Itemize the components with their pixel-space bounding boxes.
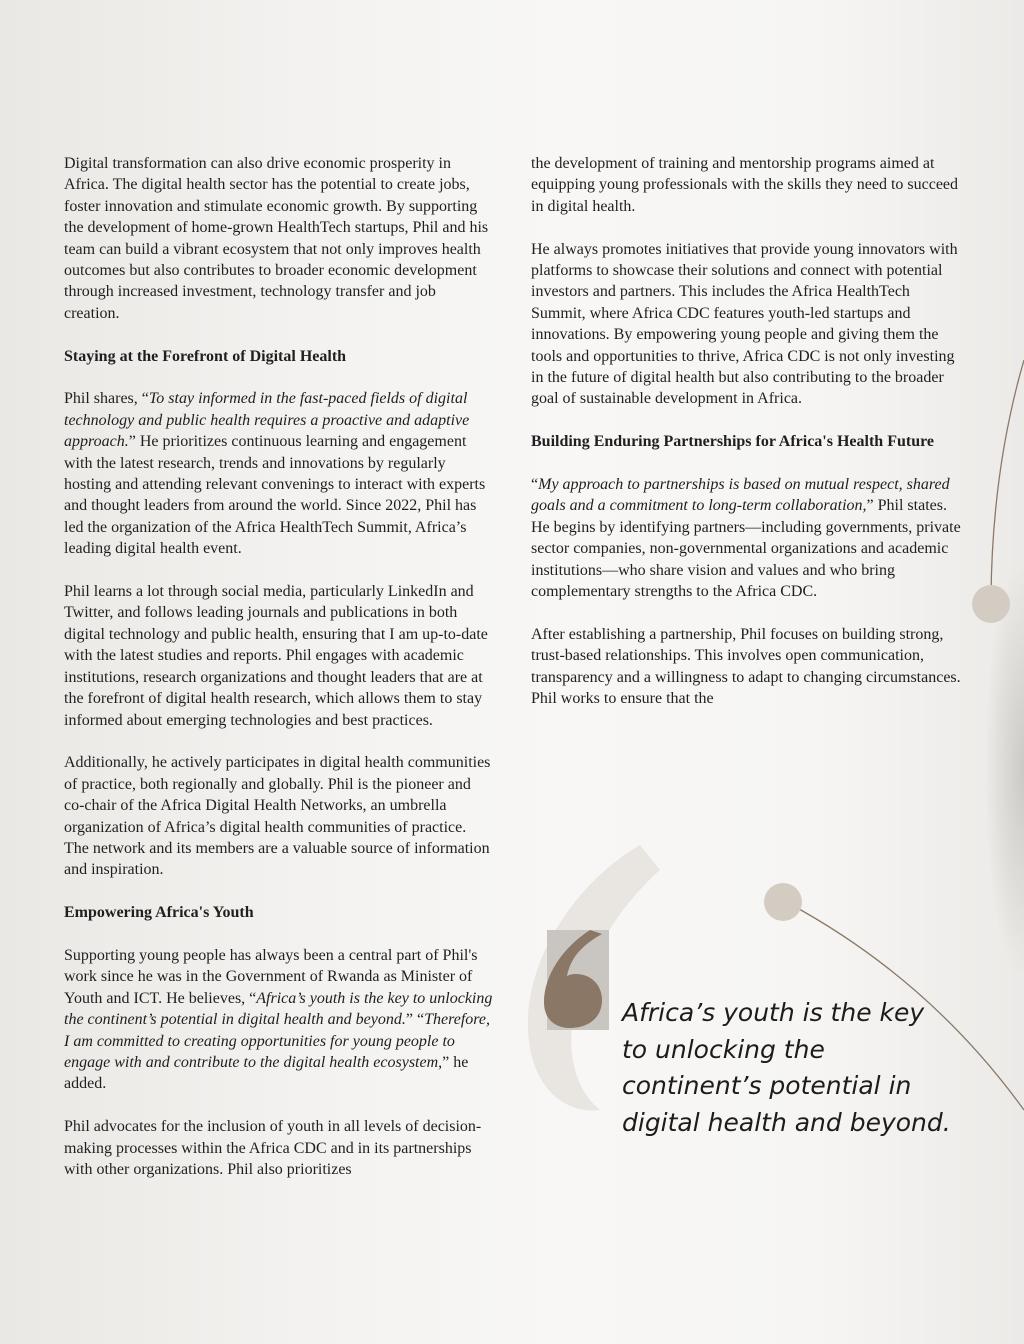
decorative-dot-lower bbox=[764, 883, 802, 921]
heading-partnerships: Building Enduring Partnerships for Africa's Health Future bbox=[531, 433, 935, 451]
paragraph-phil-shares: Phil shares, “To stay informed in the fast-paced fields of digital technology and public health requires a proactive and adaptive approach.” He prioritizes continuous learning and engagement with the latest research, trends and innovations by regularly hosting and attending relevant convenings to interact with experts and thought leaders from around the world. Since 2022, Phil has led the organization of the Africa HealthTech Summit, Africa’s leading digital health event. bbox=[64, 390, 486, 558]
quote-committed: Therefore, I am committed to creating opportunities for young people to engage with and contribute to the digital health ecosystem, bbox=[64, 1011, 491, 1071]
paragraph-advocates: Phil advocates for the inclusion of youth in all levels of decision-making processes within the Africa CDC and in its partnerships with other organizations. Phil also prioritizes bbox=[64, 1118, 482, 1178]
paragraph-approach: “My approach to partnerships is based on mutual respect, shared goals and a commitment to long-term collaboration,” Phil states. He begins by identifying partners—including governments, private sector companies, non-governmental organizations and academic institutions—who share vision and values and who bring complementary strengths to the Africa CDC. bbox=[531, 476, 961, 601]
paragraph-relationships: After establishing a partnership, Phil focuses on building strong, trust-based relationships. This involves open communication, transparency and a willingness to adapt to changing circumstances. Phil works to ensure that the bbox=[531, 625, 961, 708]
paragraph-social-media: Phil learns a lot through social media, particularly LinkedIn and Twitter, and follows leading journals and publications in both digital technology and public health, ensuring that I am up-to-date with the latest studies and reports. Phil engages with academic institutions, research organizations and thought leaders that are at the forefront of digital health research, which allows them to stay informed about emerging technologies and best practices. bbox=[64, 583, 488, 729]
quote-mark-icon bbox=[540, 928, 612, 1032]
quote-youth-key: Africa’s youth is the key to unlocking the continent’s potential in digital health and beyond. bbox=[64, 989, 493, 1029]
paragraph-supporting-youth: Supporting young people has always been a central part of Phil's work since he was in the Government of Rwanda as Minister of Youth and ICT. He believes, “Africa’s youth is the key to unlocking the continent’s potential in digital health and beyond.” “Therefore, I am committed to creating opportunities for young people to engage with and contribute to the digital health ecosystem,” he added. bbox=[64, 946, 493, 1093]
left-column bbox=[64, 153, 494, 1202]
paragraph-initiatives: He always promotes initiatives that provide young innovators with platforms to showcase their solutions and connect with potential investors and partners. This includes the Africa HealthTech Summit, where Africa CDC features youth-led startups and innovations. By empowering young people and giving them the tools and opportunities to thrive, Africa CDC is not only investing in the future of digital health but also contributing to the broader goal of sustainable development in Africa. bbox=[531, 240, 958, 408]
paragraph-communities: Additionally, he actively participates in digital health communities of practice, both regionally and globally. Phil is the pioneer and co-chair of the Africa Digital Health Networks, an umbrella organization of Africa’s digital health communities of practice. The network and its members are a valuable source of information and inspiration. bbox=[64, 754, 491, 879]
heading-forefront: Staying at the Forefront of Digital Health bbox=[64, 347, 347, 365]
paragraph-economic-prosperity: Digital transformation can also drive economic prosperity in Africa. The digital health sector has the potential to create jobs, foster innovation and stimulate economic growth. By supporting the development of home-grown HealthTech startups, Phil and his team can build a vibrant ecosystem that not only improves health outcomes but also contributes to broader economic development through increased investment, technology transfer and job creation. bbox=[64, 155, 489, 322]
quote-partnerships: My approach to partnerships is based on mutual respect, shared goals and a commitment to long-term collaboration, bbox=[531, 476, 950, 515]
quote-informed: To stay informed in the fast-paced fields of digital technology and public health requires a proactive and adaptive approach. bbox=[64, 390, 470, 451]
right-column bbox=[531, 153, 963, 731]
decorative-dot-upper bbox=[972, 585, 1010, 623]
heading-youth: Empowering Africa's Youth bbox=[64, 904, 254, 922]
curve-line-upper bbox=[991, 360, 1024, 598]
pull-quote: Africa’s youth is the key to unlocking the continent’s potential in digital health and beyond. bbox=[622, 998, 951, 1137]
paragraph-training: the development of training and mentorship programs aimed at equipping young professionals with the skills they need to succeed in digital health. bbox=[531, 155, 959, 215]
